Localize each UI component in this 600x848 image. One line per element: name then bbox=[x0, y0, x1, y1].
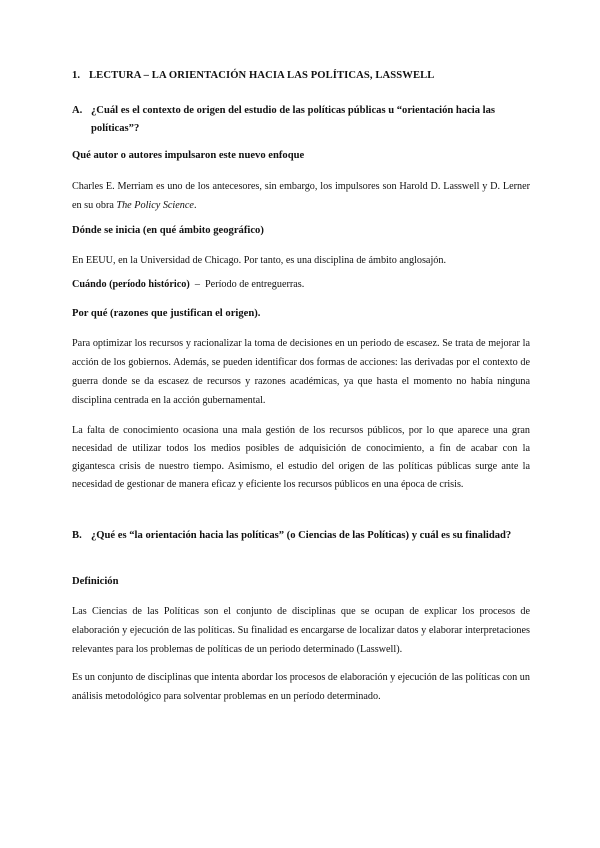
question-a bbox=[72, 102, 534, 138]
paragraph-definition-1: Las Ciencias de las Políticas son el conjunto de disciplinas que se ocupan de explicar los procesos de elaboración y ejecución de las políticas. Su finalidad es encargarse de localizar datos y elaborar interpretaciones relevantes para los problemas de políticas de un periodo determinado (Lasswell). bbox=[72, 606, 530, 655]
question-a-text: ¿Cuál es el contexto de origen del estudio de las políticas públicas u “orientación hacia las políticas”? bbox=[91, 105, 496, 134]
subheading-why: Por qué (razones que justifican el origen). bbox=[72, 308, 261, 319]
when-text: Período de entreguerras. bbox=[205, 279, 305, 290]
question-a-letter: A. bbox=[72, 105, 83, 116]
paragraph-authors: Charles E. Merriam es uno de los antecesores, sin embargo, los impulsores son Harold D. Lasswell y D. Lerner en su obra The Policy Science. bbox=[72, 181, 530, 211]
question-b bbox=[72, 527, 534, 545]
when-separator: – bbox=[189, 279, 206, 290]
paragraph-where: En EEUU, en la Universidad de Chicago. Por tanto, es una disciplina de ámbito anglosajón. bbox=[72, 255, 447, 266]
paragraph-why-1: Para optimizar los recursos y racionalizar la toma de decisiones en un periodo de escasez. Se trata de mejorar la acción de los gobiernos. Además, se pueden identificar dos formas de acciones: las derivadas por el contexto de guerra donde se da escasez de recursos y razones académicas, ya que hasta el momento no había ninguna disciplina centrada en la acción gubernamental. bbox=[72, 338, 530, 406]
paragraph-definition-2: Es un conjunto de disciplinas que intenta abordar los procesos de elaboración y ejecución de las políticas con un análisis metodológico para solventar problemas en un período determinado. bbox=[72, 672, 530, 702]
question-b-text: ¿Qué es “la orientación hacia las políticas” (o Ciencias de las Políticas) y cuál es su finalidad? bbox=[91, 530, 512, 541]
paragraph-why-2: La falta de conocimiento ocasiona una mala gestión de los recursos públicos, por lo que aparece una gran necesidad de utilizar todos los medios posibles de adquisición de conocimiento, a fin de acabar con la gigantesca crisis de nuestro tiempo. Asimismo, el estudio del origen de las políticas públicas surge ante la necesidad de gestionar de manera eficaz y eficiente los recursos públicos en una época de crisis. bbox=[72, 425, 530, 490]
subheading-definition: Definición bbox=[72, 576, 119, 587]
when-label: Cuándo (período histórico) bbox=[72, 279, 190, 290]
when-line bbox=[72, 279, 304, 290]
subheading-where: Dónde se inicia (en qué ámbito geográfico) bbox=[72, 225, 264, 236]
question-b-letter: B. bbox=[72, 530, 82, 541]
book-title: The Policy Science bbox=[116, 200, 194, 211]
section-number: 1. bbox=[72, 70, 81, 81]
section-title: LECTURA – LA ORIENTACIÓN HACIA LAS POLÍTICAS, LASSWELL bbox=[89, 70, 435, 81]
section-heading bbox=[72, 70, 434, 81]
subheading-authors: Qué autor o autores impulsaron este nuevo enfoque bbox=[72, 150, 305, 161]
